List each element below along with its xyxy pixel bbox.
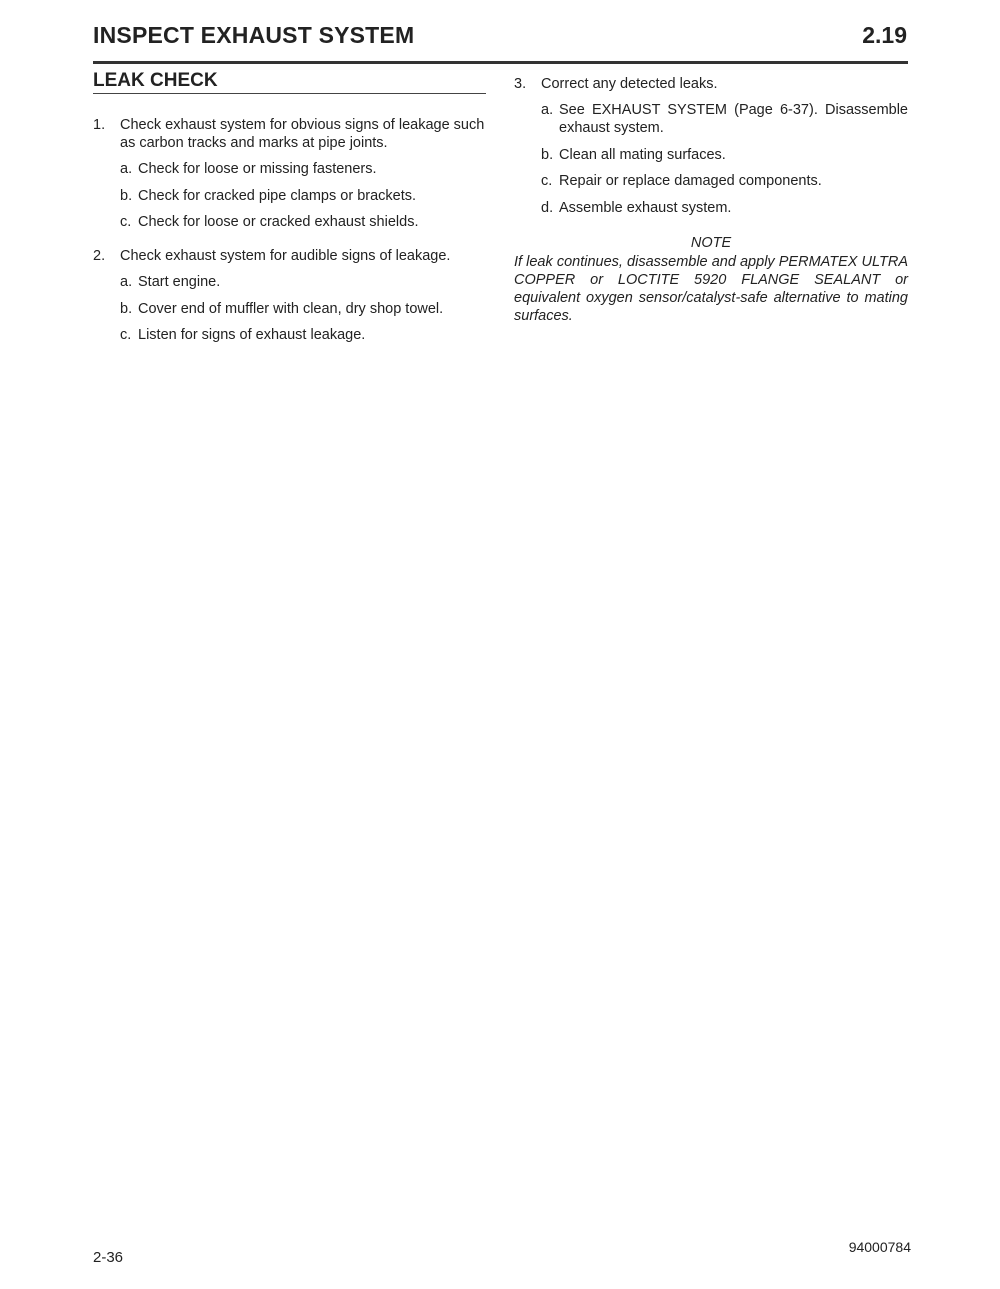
substep-text: See EXHAUST SYSTEM (Page 6-37). Disassemble exhaust system. <box>559 102 908 136</box>
substep-text: Listen for signs of exhaust leakage. <box>138 327 366 343</box>
substep-text: Clean all mating surfaces. <box>559 146 726 163</box>
substep-letter: a. <box>120 274 133 290</box>
page-header-title: INSPECT EXHAUST SYSTEM <box>93 22 415 48</box>
substep-list <box>120 273 488 344</box>
section-number: 2.19 <box>862 22 907 48</box>
substep-letter: c. <box>541 173 553 189</box>
note-block <box>514 234 908 325</box>
section-heading: LEAK CHECK <box>93 70 486 94</box>
page-number: 2-36 <box>93 1249 124 1266</box>
substep-list <box>120 160 488 231</box>
substep <box>120 187 488 205</box>
substep-letter: a. <box>120 161 133 177</box>
step-number: 3. <box>514 76 527 92</box>
substep-text: Start engine. <box>138 274 221 290</box>
substep-letter: c. <box>120 327 132 343</box>
left-column <box>93 116 488 353</box>
step-number: 2. <box>93 248 106 264</box>
step-1 <box>93 116 488 231</box>
substep-list <box>541 101 908 217</box>
substep-letter: d. <box>541 199 554 216</box>
right-column <box>514 75 908 325</box>
substep-text: Assemble exhaust system. <box>559 199 732 216</box>
substep <box>120 213 488 231</box>
substep <box>120 160 488 178</box>
step-2 <box>93 247 488 344</box>
substep <box>120 273 488 291</box>
substep-letter: b. <box>541 146 554 163</box>
step-3 <box>514 75 908 217</box>
note-text: If leak continues, disassemble and apply PERMATEX ULTRA COPPER or LOCTITE 5920 FLANGE SEALANT or equivalent oxygen sensor/catalyst-safe alternative to mating surfaces. <box>514 253 908 324</box>
substep <box>541 101 908 137</box>
substep-letter: a. <box>541 102 554 118</box>
document-number: 94000784 <box>848 1239 911 1255</box>
substep-letter: b. <box>120 300 133 317</box>
substep-letter: c. <box>120 214 132 230</box>
substep-text: Cover end of muffler with clean, dry shop towel. <box>138 300 444 317</box>
header-rule <box>93 61 908 64</box>
substep <box>541 172 908 190</box>
step-number: 1. <box>93 117 106 133</box>
step-text: Check exhaust system for obvious signs of leakage such as carbon tracks and marks at pipe joints. <box>120 117 485 151</box>
substep <box>541 146 908 164</box>
step-text: Check exhaust system for audible signs of leakage. <box>120 248 451 264</box>
substep <box>120 300 488 318</box>
note-heading: NOTE <box>690 234 732 251</box>
substep-text: Check for cracked pipe clamps or brackets. <box>138 187 417 204</box>
substep <box>120 326 488 344</box>
substep-text: Repair or replace damaged components. <box>559 173 822 189</box>
substep-letter: b. <box>120 187 133 204</box>
step-text: Correct any detected leaks. <box>541 76 718 92</box>
substep-text: Check for loose or cracked exhaust shields. <box>138 214 419 230</box>
substep <box>541 199 908 217</box>
substep-text: Check for loose or missing fasteners. <box>138 161 377 177</box>
